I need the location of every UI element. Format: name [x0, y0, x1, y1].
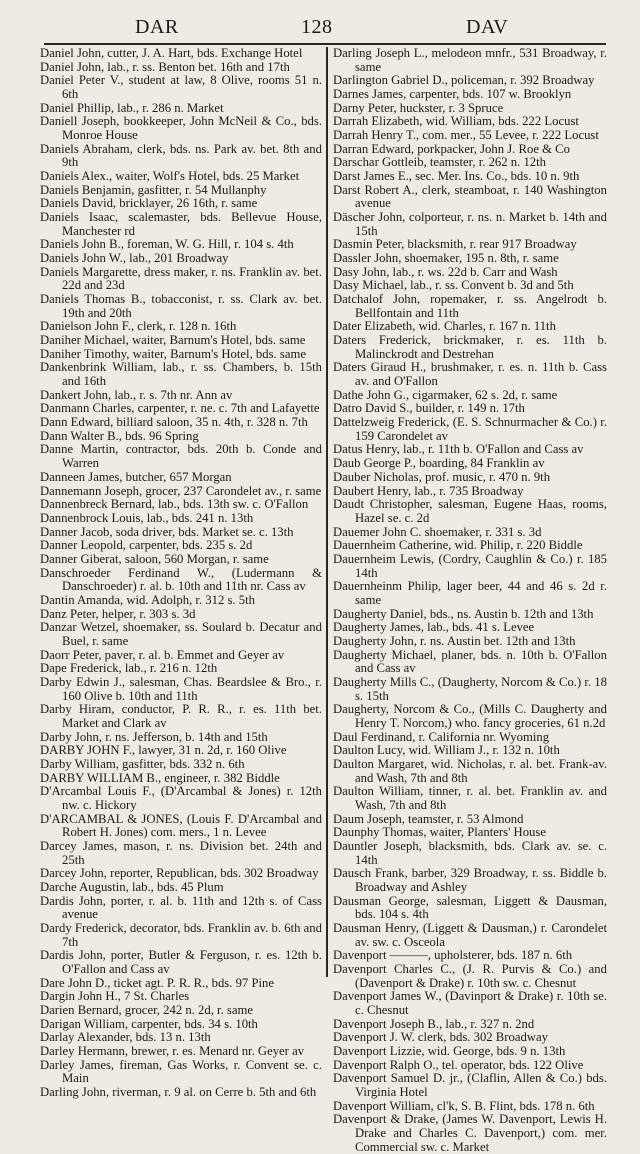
directory-entry: Dardy Frederick, decorator, bds. Franklin av. b. 6th and 7th	[40, 921, 322, 949]
directory-entry: DARBY JOHN F., lawyer, 31 n. 2d, r. 160 Olive	[40, 743, 287, 758]
directory-entry: Darlay Alexander, bds. 13 n. 13th	[40, 1030, 211, 1045]
directory-entry: Dater Elizabeth, wid. Charles, r. 167 n. 11th	[333, 319, 556, 334]
directory-entry: Dauernheinm Philip, lager beer, 44 and 46 s. 2d r. same	[333, 579, 607, 607]
directory-entry: Darst Robert A., clerk, steamboat, r. 140 Washington avenue	[333, 182, 607, 211]
directory-entry: D'Arcambal Louis F., (D'Arcambal & Jones) r. 12th nw. c. Hickory	[40, 784, 322, 812]
directory-entry: Daniel John, cutter, J. A. Hart, bds. Exchange Hotel	[40, 46, 303, 60]
directory-entry: Darling Joseph L., melodeon mnfr., 531 Broadway, r. same	[333, 46, 607, 74]
directory-entry: Danzar Wetzel, shoemaker, ss. Soulard b. Decatur and Buel, r. same	[40, 620, 322, 648]
directory-entry: Daorr Peter, paver, r. al. b. Emmet and Geyer av	[40, 647, 285, 662]
directory-entry: Danschroeder Ferdinand W., (Ludermann & Danschroeder) r. al. b. 10th and 11th nr. Cass av	[40, 565, 322, 594]
directory-entry: Danner Giberat, saloon, 560 Morgan, r. same	[40, 551, 269, 566]
directory-entry: Dannenbrock Louis, lab., bds. 241 n. 13th	[40, 510, 254, 525]
directory-entry: Daubert Henry, lab., r. 735 Broadway	[333, 483, 524, 498]
directory-entry: Daunphy Thomas, waiter, Planters' House	[333, 825, 546, 840]
directory-entry: Darby William, gasfitter, bds. 332 n. 6th	[40, 756, 245, 771]
directory-entry: Darigan William, carpenter, bds. 34 s. 10th	[40, 1016, 258, 1031]
directory-entry: Daulton Margaret, wid. Nicholas, r. al. bet. Frank-av. and Wash, 7th and 8th	[333, 756, 607, 785]
directory-entry: Dauernheim Catherine, wid. Philip, r. 220 Biddle	[333, 538, 583, 553]
directory-entry: Danneen James, butcher, 657 Morgan	[40, 469, 232, 484]
directory-entry: Davenport ———, upholsterer, bds. 187 n. 6th	[333, 948, 573, 963]
directory-entry: Daniels John B., foreman, W. G. Hill, r. 104 s. 4th	[40, 237, 294, 252]
directory-entry: DARBY WILLIAM B., engineer, r. 382 Biddle	[40, 770, 280, 785]
directory-entry: Dathe John G., cigarmaker, 62 s. 2d, r. same	[333, 387, 558, 402]
directory-entry: Darst James E., sec. Mer. Ins. Co., bds. 10 n. 9th	[333, 169, 580, 184]
directory-entry: Daugherty Mills C., (Daugherty, Norcom & Co.) r. 18 s. 15th	[333, 674, 607, 703]
directory-entry: Davenport James W., (Davinport & Drake) r. 10th se. c. Chesnut	[333, 989, 607, 1018]
directory-entry: Daul Ferdinand, r. California nr. Wyoming	[333, 729, 550, 744]
directory-entry: Darlington Gabriel D., policeman, r. 392 Broadway	[333, 73, 595, 88]
directory-entry: Datchalof John, ropemaker, r. ss. Angelrodt b. Bellfontain and 11th	[333, 292, 607, 320]
directory-entry: Danmann Charles, carpenter, r. ne. c. 7th and Lafayette	[40, 401, 320, 416]
directory-entry: Daters Frederick, brickmaker, r. es. 11th b. Malinckrodt and Destrehan	[333, 333, 607, 361]
directory-entry: Dardis John, porter, r. al. b. 11th and 12th s. of Cass avenue	[40, 893, 322, 922]
directory-entry: Dann Edward, billiard saloon, 35 n. 4th, r. 328 n. 7th	[40, 415, 308, 430]
directory-entry: Daniels Thomas B., tobacconist, r. ss. Clark av. bet. 19th and 20th	[40, 292, 322, 320]
directory-entry: Dannemann Joseph, grocer, 237 Carondelet av., r. same	[40, 483, 322, 498]
directory-entry: Danne Martin, contractor, bds. 20th b. Conde and Warren	[40, 442, 322, 471]
running-head-right: DAV	[466, 16, 509, 38]
directory-entry: Darby Edwin J., salesman, Chas. Beardslee & Bro., r. 160 Olive b. 10th and 11th	[40, 674, 322, 703]
directory-entry: Daniell Joseph, bookkeeper, John McNeil & Co., bds. Monroe House	[40, 114, 322, 143]
directory-entry: Dattelzweig Frederick, (E. S. Schnurmacher & Co.) r. 159 Carondelet av	[333, 415, 607, 443]
directory-entry: Daulton Lucy, wid. William J., r. 132 n. 10th	[333, 743, 560, 758]
directory-entry: Dape Frederick, lab., r. 216 n. 12th	[40, 661, 218, 676]
directory-entry: Davenport Samuel D. jr., (Claflin, Allen & Co.) bds. Virginia Hotel	[333, 1071, 607, 1100]
directory-entry: Dardis John, porter, Butler & Ferguson, r. es. 12th b. O'Fallon and Cass av	[40, 948, 322, 977]
directory-entry: Darnes James, carpenter, bds. 107 w. Brooklyn	[333, 87, 572, 102]
directory-entry: Daniel Phillip, lab., r. 286 n. Market	[40, 100, 224, 115]
directory-entry: Daugherty Michael, planer, bds. n. 10th b. O'Fallon and Cass av	[333, 647, 607, 676]
directory-entry: Datro David S., builder, r. 149 n. 17th	[333, 401, 525, 416]
directory-entry: Daniher Timothy, waiter, Barnum's Hotel, bds. same	[40, 346, 306, 361]
directory-entry: Daniels Abraham, clerk, bds. ns. Park av. bet. 8th and 9th	[40, 141, 322, 170]
directory-entry: Dauernheim Lewis, (Cordry, Caughlin & Co.) r. 185 14th	[333, 551, 607, 580]
directory-entry: Daugherty Daniel, bds., ns. Austin b. 12th and 13th	[333, 606, 594, 621]
directory-entry: Darby John, r. ns. Jefferson, b. 14th and 15th	[40, 729, 268, 744]
directory-entry: Davenport & Drake, (James W. Davenport, Lewis H. Drake and Charles C. Davenport,) com. mer. Commercial sw. c. Market	[333, 1112, 607, 1154]
directory-entry: Daniher Michael, waiter, Barnum's Hotel, bds. same	[40, 333, 306, 348]
directory-entry: Dankert John, lab., r. s. 7th nr. Ann av	[40, 387, 233, 402]
page-number: 128	[301, 16, 333, 38]
directory-entry: Dankenbrink William, lab., r. ss. Chambers, b. 15th and 16th	[40, 360, 322, 389]
directory-entry: Davenport William, cl'k, S. B. Flint, bds. 178 n. 6th	[333, 1098, 595, 1113]
directory-entry: Darrah Elizabeth, wid. William, bds. 222 Locust	[333, 114, 579, 129]
directory-entry: Dasy Michael, lab., r. ss. Convent b. 3d and 5th	[333, 278, 574, 293]
directory-entry: Darschar Gottleib, teamster, r. 262 n. 12th	[333, 155, 547, 170]
directory-entry: Darrah Henry T., com. mer., 55 Levee, r. 222 Locust	[333, 128, 599, 143]
directory-entry: Daugherty John, r. ns. Austin bet. 12th and 13th	[333, 633, 576, 648]
directory-entry: Danner Jacob, soda driver, bds. Market se. c. 13th	[40, 524, 294, 539]
directory-entry: Darley Hermann, brewer, r. es. Menard nr. Geyer av	[40, 1044, 305, 1059]
directory-entry: Davenport Ralph O., tel. operator, bds. 122 Olive	[333, 1057, 584, 1072]
directory-entry: Dauntler Joseph, blacksmith, bds. Clark av. se. c. 14th	[333, 838, 607, 867]
directory-entry: Daniels Benjamin, gasfitter, r. 54 Mullanphy	[40, 182, 267, 197]
directory-entry: Dannenbreck Bernard, lab., bds. 13th sw. c. O'Fallon	[40, 497, 309, 512]
directory-entry: Darche Augustin, lab., bds. 45 Plum	[40, 879, 224, 894]
directory-entry: Dauber Nicholas, prof. music, r. 470 n. 9th	[333, 469, 551, 484]
directory-entry: Dare John D., ticket agt. P. R. R., bds. 97 Pine	[40, 975, 274, 990]
directory-entry: Dantin Amanda, wid. Adolph, r. 312 s. 5th	[40, 592, 255, 607]
directory-entry: Darien Bernard, grocer, 242 n. 2d, r. same	[40, 1003, 253, 1018]
directory-entry: Dargin John H., 7 St. Charles	[40, 989, 190, 1004]
directory-entry: Dassler John, shoemaker, 195 n. 8th, r. same	[333, 251, 559, 266]
directory-entry: Darcey John, reporter, Republican, bds. 302 Broadway	[40, 866, 319, 881]
directory-entry: Daniels John W., lab., 201 Broadway	[40, 251, 229, 266]
column-divider	[326, 47, 328, 977]
header-rule	[44, 43, 606, 45]
directory-entry: Dausch Frank, barber, 329 Broadway, r. ss. Biddle b. Broadway and Ashley	[333, 866, 607, 894]
directory-entry: Darny Peter, huckster, r. 3 Spruce	[333, 100, 504, 115]
directory-entry: Darby Hiram, conductor, P. R. R., r. es. 11th bet. Market and Clark av	[40, 702, 322, 730]
directory-entry: Dasy John, lab., r. ws. 22d b. Carr and Wash	[333, 264, 558, 279]
directory-entry: Daulton William, tinner, r. al. bet. Franklin av. and Wash, 7th and 8th	[333, 784, 607, 812]
directory-entry: Daugherty, Norcom & Co., (Mills C. Daugherty and Henry T. Norcom,) who. fancy groceries, 61 n.2d	[333, 702, 607, 730]
directory-entry: Daniels Alex., waiter, Wolf's Hotel, bds. 25 Market	[40, 169, 300, 184]
directory-entry: Darcey James, mason, r. ns. Division bet. 24th and 25th	[40, 838, 322, 867]
directory-entry: Dasmin Peter, blacksmith, r. rear 917 Broadway	[333, 237, 577, 252]
running-head-left: DAR	[135, 16, 179, 38]
directory-entry: Daniels Margarette, dress maker, r. ns. Franklin av. bet. 22d and 23d	[40, 264, 322, 293]
directory-entry: Daniels Isaac, scalemaster, bds. Bellevue House, Manchester rd	[40, 210, 322, 238]
directory-entry: Darling John, riverman, r. 9 al. on Cerre b. 5th and 6th	[40, 1085, 317, 1100]
directory-entry: Danz Peter, helper, r. 303 s. 3d	[40, 606, 196, 621]
directory-entry: Daters Giraud H., brushmaker, r. es. n. 11th b. Cass av. and O'Fallon	[333, 360, 607, 389]
left-column	[40, 47, 322, 1100]
directory-entry: Davenport J. W. clerk, bds. 302 Broadway	[333, 1030, 548, 1045]
directory-entry: Davenport Lizzie, wid. George, bds. 9 n. 13th	[333, 1044, 566, 1059]
directory-entry: Dausman Henry, (Liggett & Dausman,) r. Carondelet av. sw. c. Osceola	[333, 921, 607, 949]
directory-entry: Datus Henry, lab., r. 11th b. O'Fallon and Cass av	[333, 442, 584, 457]
directory-entry: Dausman George, salesman, Liggett & Dausman, bds. 104 s. 4th	[333, 893, 607, 922]
directory-entry: Danner Leopold, carpenter, bds. 235 s. 2d	[40, 538, 253, 553]
directory-entry: Däscher John, colporteur, r. ns. n. Market b. 14th and 15th	[333, 210, 607, 238]
directory-entry: Dann Walter B., bds. 96 Spring	[40, 428, 199, 443]
directory-entry: Dauemer John C. shoemaker, r. 331 s. 3d	[333, 524, 542, 539]
directory-entry: D'ARCAMBAL & JONES, (Louis F. D'Arcambal and Robert H. Jones) com. mers., 1 n. Levee	[40, 811, 322, 840]
directory-entry: Daugherty James, lab., bds. 41 s. Levee	[333, 620, 535, 635]
directory-entry: Daudt Christopher, salesman, Eugene Haas, rooms, Hazel se. c. 2d	[333, 497, 607, 525]
directory-entry: Daniel Peter V., student at law, 8 Olive, rooms 51 n. 6th	[40, 73, 322, 102]
directory-entry: Danielson John F., clerk, r. 128 n. 16th	[40, 319, 237, 334]
directory-entry: Daum Joseph, teamster, r. 53 Almond	[333, 811, 524, 826]
directory-entry: Darley James, fireman, Gas Works, r. Convent se. c. Main	[40, 1057, 322, 1086]
directory-entry: Daub George P., boarding, 84 Franklin av	[333, 456, 545, 471]
directory-entry: Daniel John, lab., r. ss. Benton bet. 16th and 17th	[40, 59, 290, 74]
directory-entry: Darran Edward, porkpacker, John J. Roe & Co	[333, 141, 570, 156]
right-column	[333, 47, 607, 1154]
directory-entry: Davenport Joseph B., lab., r. 327 n. 2nd	[333, 1016, 535, 1031]
directory-entry: Davenport Charles C., (J. R. Purvis & Co.) and (Davenport & Drake) r. 10th sw. c. Chesnut	[333, 962, 607, 990]
directory-entry: Daniels David, bricklayer, 26 16th, r. same	[40, 196, 258, 211]
